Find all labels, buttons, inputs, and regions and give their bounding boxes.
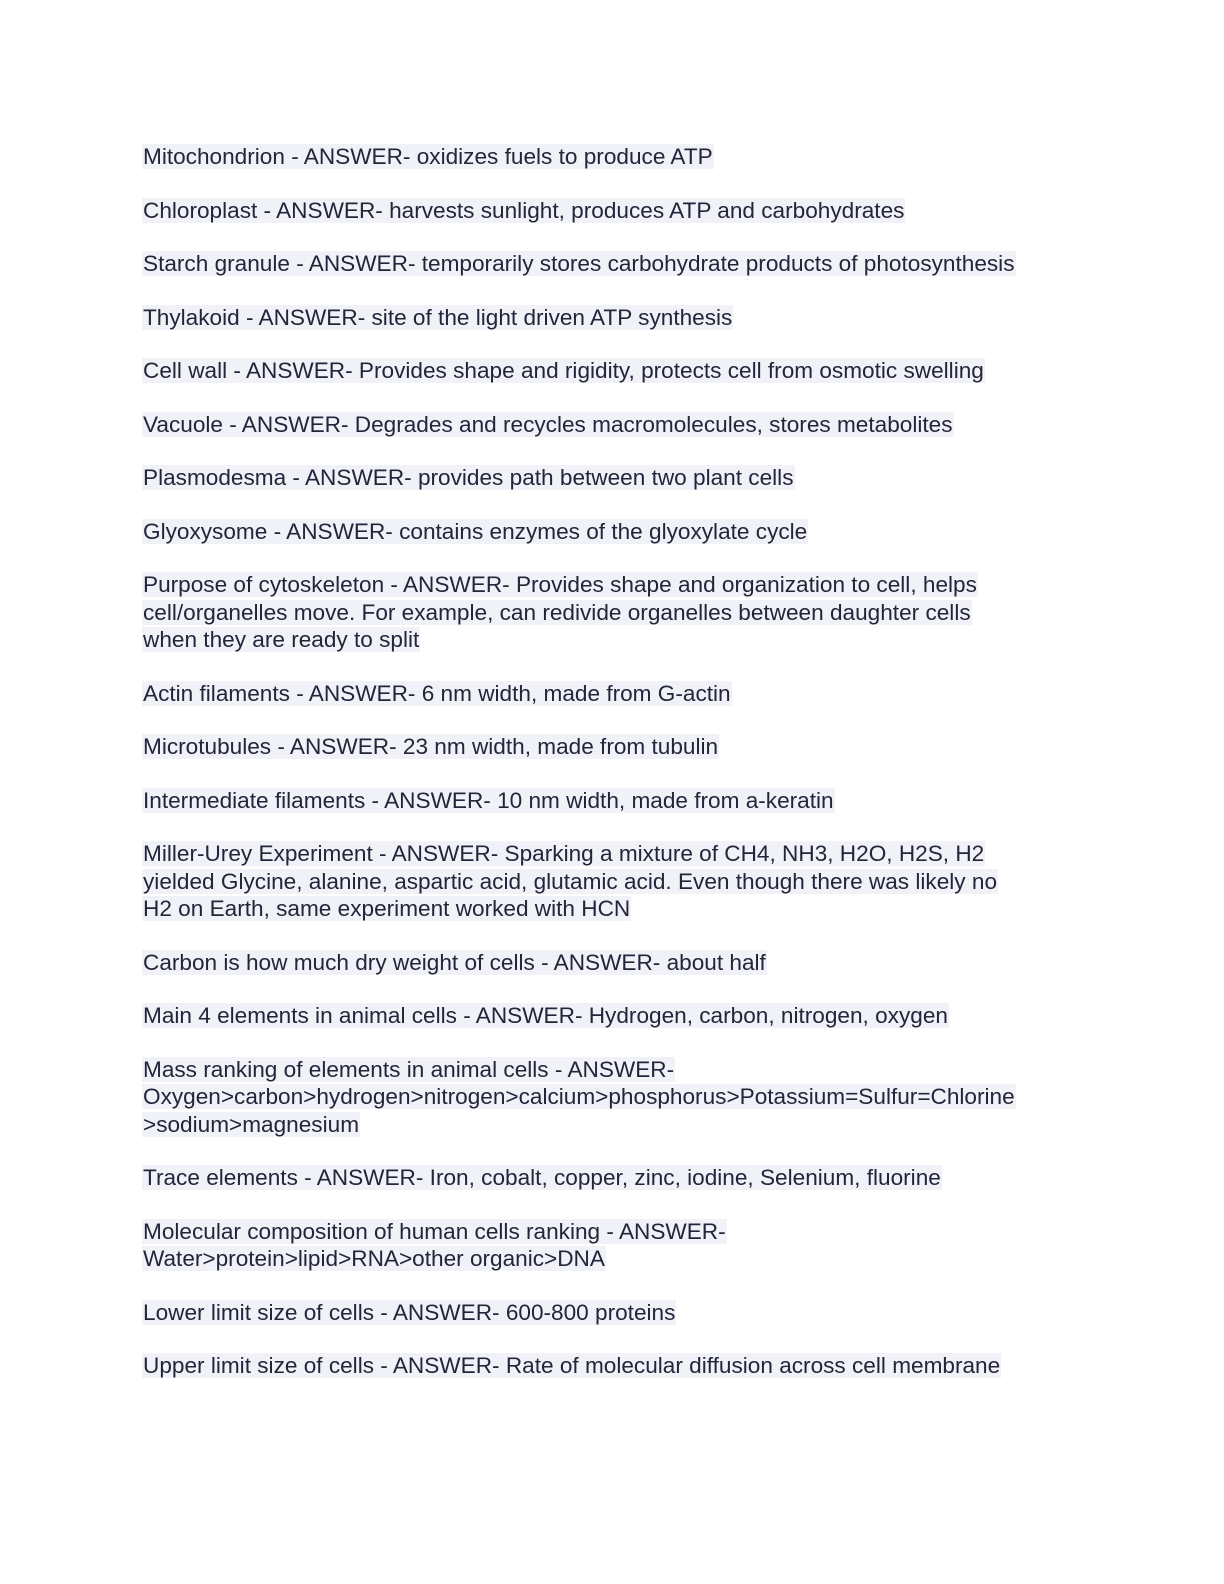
qa-item <box>142 680 1082 708</box>
qa-item <box>142 250 1082 278</box>
qa-line: Main 4 elements in animal cells - ANSWER- Hydrogen, carbon, nitrogen, oxygen <box>143 1003 948 1028</box>
qa-line: Vacuole - ANSWER- Degrades and recycles macromolecules, stores metabolites <box>143 411 953 437</box>
qa-line: when they are ready to split <box>143 627 420 652</box>
qa-item <box>142 411 1082 439</box>
qa-line: Mitochondrion - ANSWER- oxidizes fuels to produce ATP <box>143 144 713 169</box>
qa-line: Upper limit size of cells - ANSWER- Rate of molecular diffusion across cell membrane <box>143 1353 1001 1378</box>
qa-item <box>142 1164 1082 1192</box>
qa-item <box>142 949 1082 977</box>
qa-item <box>142 787 1082 815</box>
qa-line: Intermediate filaments - ANSWER- 10 nm width, made from a-keratin <box>143 787 834 813</box>
qa-item <box>142 357 1082 385</box>
qa-line: Water>protein>lipid>RNA>other organic>DNA <box>143 1246 605 1271</box>
qa-line: Carbon is how much dry weight of cells - ANSWER- about half <box>143 949 766 975</box>
qa-line: Trace elements - ANSWER- Iron, cobalt, copper, zinc, iodine, Selenium, fluorine <box>143 1165 941 1190</box>
qa-item <box>142 733 1082 761</box>
qa-line: Starch granule - ANSWER- temporarily stores carbohydrate products of photosynthesis <box>143 251 1015 276</box>
qa-line: Glyoxysome - ANSWER- contains enzymes of the glyoxylate cycle <box>143 518 808 544</box>
qa-line: Miller-Urey Experiment - ANSWER- Sparking a mixture of CH4, NH3, H2O, H2S, H2 <box>143 841 985 866</box>
qa-line: Chloroplast - ANSWER- harvests sunlight, produces ATP and carbohydrates <box>143 197 905 223</box>
qa-item <box>142 464 1082 492</box>
qa-line: Lower limit size of cells - ANSWER- 600-800 proteins <box>143 1299 676 1325</box>
qa-item <box>142 518 1082 546</box>
qa-item <box>142 840 1082 923</box>
qa-line: Actin filaments - ANSWER- 6 nm width, made from G-actin <box>143 680 731 706</box>
qa-line: Molecular composition of human cells ranking - ANSWER- <box>143 1218 726 1244</box>
qa-item <box>142 1002 1082 1030</box>
qa-item <box>142 571 1082 654</box>
qa-line: Purpose of cytoskeleton - ANSWER- Provides shape and organization to cell, helps <box>143 572 977 597</box>
qa-item <box>142 1352 1082 1380</box>
qa-line: Oxygen>carbon>hydrogen>nitrogen>calcium>phosphorus>Potassium=Sulfur=Chlorine <box>143 1084 1015 1109</box>
qa-item <box>142 304 1082 332</box>
qa-line: >sodium>magnesium <box>143 1111 360 1137</box>
qa-item <box>142 1218 1082 1273</box>
qa-item <box>142 143 1082 171</box>
qa-line: H2 on Earth, same experiment worked with HCN <box>143 896 631 921</box>
qa-list <box>142 143 1082 1406</box>
qa-item <box>142 1299 1082 1327</box>
qa-line: cell/organelles move. For example, can redivide organelles between daughter cells <box>143 599 971 625</box>
qa-line: Plasmodesma - ANSWER- provides path between two plant cells <box>143 465 794 490</box>
qa-line: Microtubules - ANSWER- 23 nm width, made from tubulin <box>143 734 719 759</box>
qa-line: Cell wall - ANSWER- Provides shape and rigidity, protects cell from osmotic swelling <box>143 358 984 383</box>
qa-item <box>142 197 1082 225</box>
qa-line: Mass ranking of elements in animal cells - ANSWER- <box>143 1056 675 1082</box>
qa-line: yielded Glycine, alanine, aspartic acid, glutamic acid. Even though there was likely no <box>143 868 998 894</box>
qa-line: Thylakoid - ANSWER- site of the light driven ATP synthesis <box>143 304 733 330</box>
qa-item <box>142 1056 1082 1139</box>
